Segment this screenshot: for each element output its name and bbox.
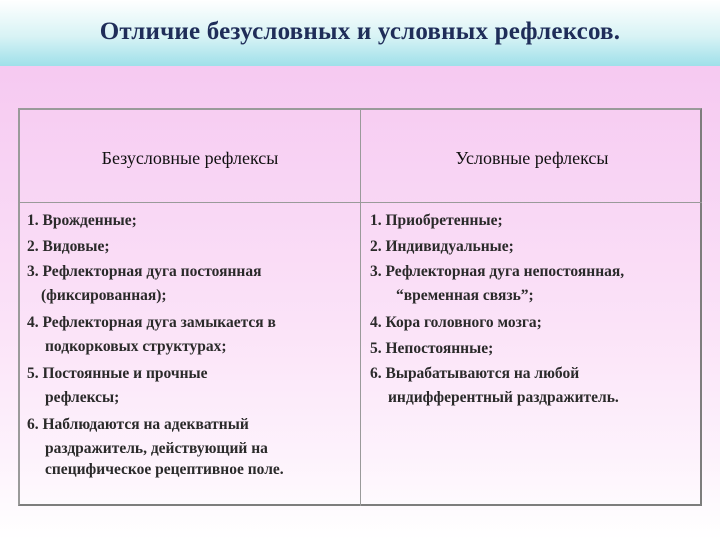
unconditioned-list (27, 208, 357, 481)
list-item-continuation: рефлексы; (45, 388, 120, 406)
list-item-continuation: (фиксированная); (41, 286, 167, 304)
header-row-divider (18, 202, 702, 203)
list-item-continuation: раздражитель, действующий на (45, 439, 268, 457)
list-item: 1. Врожденные; (27, 212, 137, 229)
list-item: 4. Кора головного мозга; (370, 314, 542, 331)
list-item: 3. Рефлекторная дуга постоянная (27, 263, 262, 280)
list-item-continuation: специфическое рецептивное поле. (45, 461, 284, 478)
list-item-continuation: “временная связь”; (396, 286, 534, 304)
list-item-continuation: подкорковых структурах; (45, 337, 227, 355)
list-item: 2. Индивидуальные; (370, 237, 514, 255)
list-item-continuation: индифферентный раздражитель. (388, 388, 619, 406)
slide-title: Отличие безусловных и условных рефлексов. (99, 18, 621, 45)
header-conditioned: Условные рефлексы (455, 148, 609, 168)
list-item: 1. Приобретенные; (370, 212, 503, 229)
list-item: 5. Постоянные и прочные (27, 365, 208, 382)
column-divider (360, 108, 361, 506)
header-unconditioned: Безусловные рефлексы (101, 148, 279, 168)
list-item: 6. Вырабатываются на любой (370, 365, 580, 382)
list-item: 4. Рефлекторная дуга замыкается в (27, 314, 276, 331)
list-item: 2. Видовые; (27, 237, 110, 255)
list-item: 6. Наблюдаются на адекватный (27, 416, 249, 433)
list-item: 5. Непостоянные; (370, 339, 494, 357)
list-item: 3. Рефлекторная дуга непостоянная, (370, 263, 625, 280)
conditioned-list (370, 208, 700, 408)
